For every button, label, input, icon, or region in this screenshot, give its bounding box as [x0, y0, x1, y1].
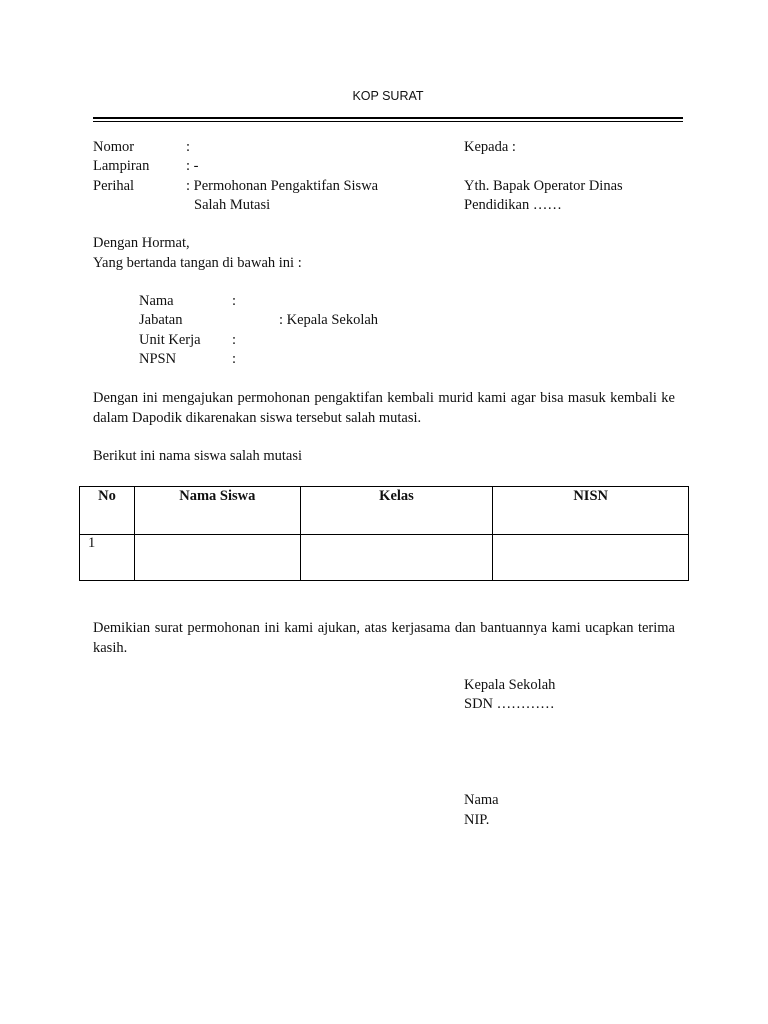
signature-name: Nama	[464, 792, 499, 808]
lampiran-value: : -	[186, 158, 199, 174]
header-no: No	[80, 487, 135, 535]
recipient-line1: Yth. Bapak Operator Dinas	[464, 178, 623, 194]
header-nama-siswa: Nama Siswa	[134, 487, 300, 535]
perihal-label: Perihal	[93, 178, 135, 194]
npsn-label: NPSN	[139, 351, 177, 367]
signature-school: SDN …………	[464, 696, 555, 712]
unit-kerja-label: Unit Kerja	[139, 332, 201, 348]
recipient-label: Kepada :	[464, 139, 516, 155]
cell-nama-siswa	[134, 535, 300, 581]
jabatan-value: : Kepala Sekolah	[279, 312, 379, 328]
perihal-value-line1: : Permohonan Pengaktifan Siswa	[186, 178, 379, 194]
request-paragraph: Dengan ini mengajukan permohonan pengaktifan kembali murid kami agar bisa masuk kembali ke dalam Dapodik dikarenakan siswa tersebut salah mutasi.	[93, 390, 675, 426]
cell-kelas	[300, 535, 493, 581]
table-header-row	[80, 487, 689, 535]
closing-paragraph: Demikian surat permohonan ini kami ajukan, atas kerjasama dan bantuannya kami ucapkan terima kasih.	[93, 620, 675, 656]
cell-nisn	[493, 535, 689, 581]
npsn-separator: :	[232, 351, 237, 367]
header-kelas: Kelas	[300, 487, 493, 535]
intro-line: Yang bertanda tangan di bawah ini :	[93, 255, 302, 271]
list-intro: Berikut ini nama siswa salah mutasi	[93, 448, 303, 464]
nomor-separator: :	[186, 139, 191, 155]
header-divider-thin	[93, 121, 683, 122]
cell-no: 1	[80, 535, 135, 581]
recipient-line2: Pendidikan ……	[464, 197, 562, 213]
table-row	[80, 535, 689, 581]
perihal-value-line2: Salah Mutasi	[194, 197, 271, 213]
student-table	[79, 486, 689, 581]
jabatan-label: Jabatan	[139, 312, 183, 328]
nama-label: Nama	[139, 293, 174, 309]
kop-surat-heading: KOP SURAT	[352, 89, 424, 103]
signature-title: Kepala Sekolah	[464, 677, 556, 693]
header-nisn: NISN	[493, 487, 689, 535]
salutation: Dengan Hormat,	[93, 235, 190, 251]
nama-separator: :	[232, 293, 237, 309]
unit-kerja-separator: :	[232, 332, 237, 348]
lampiran-label: Lampiran	[93, 158, 150, 174]
signature-nip: NIP.	[464, 812, 490, 828]
nomor-label: Nomor	[93, 139, 135, 155]
header-divider-thick	[93, 117, 683, 119]
